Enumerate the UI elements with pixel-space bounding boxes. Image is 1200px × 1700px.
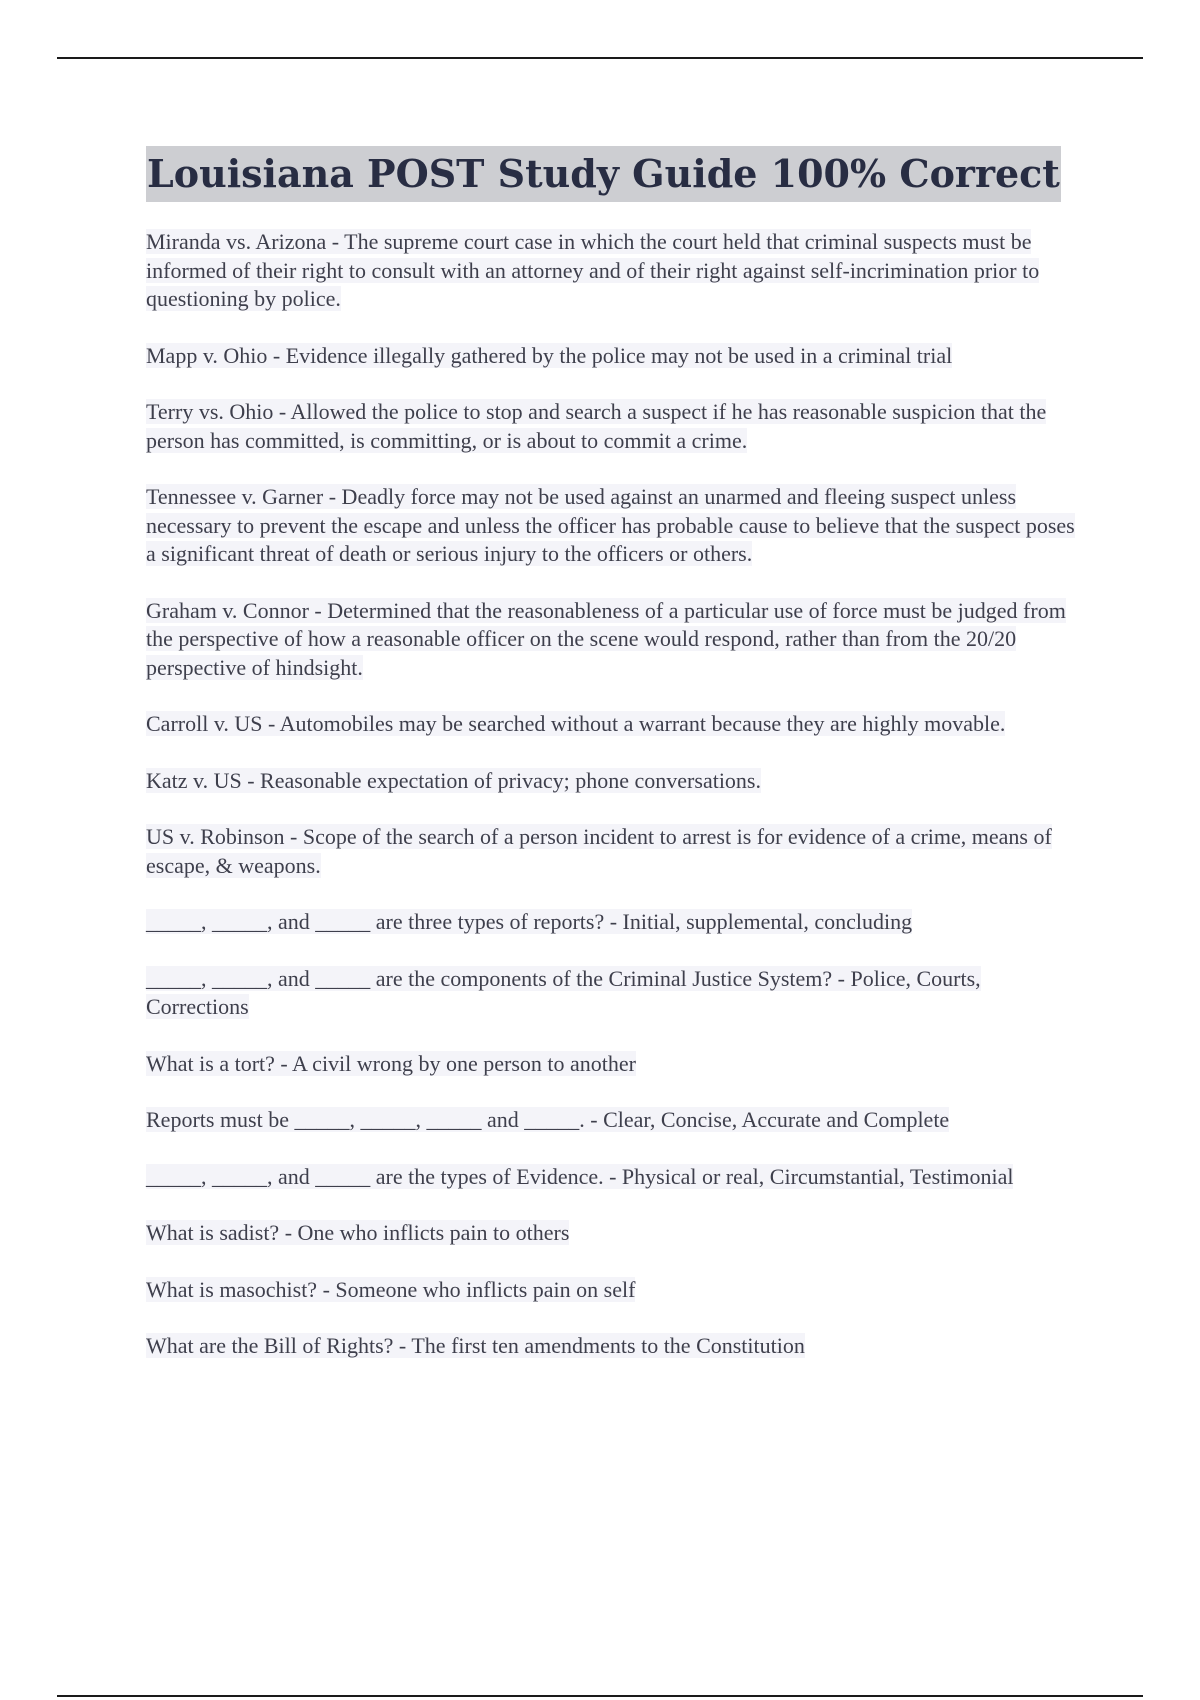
study-entry-bill-of-rights: What are the Bill of Rights? - The first ten amendments to the Constitution: [146, 1333, 805, 1358]
study-entry-robinson: US v. Robinson - Scope of the search of a person incident to arrest is for evidence of a crime, means of escape, & weapons.: [146, 824, 1052, 878]
study-entry-miranda: Miranda vs. Arizona - The supreme court case in which the court held that criminal suspects must be informed of their right to consult with an attorney and of their right against self-incrimination prior to questioning by police.: [146, 229, 1040, 311]
study-entry-katz: Katz v. US - Reasonable expectation of privacy; phone conversations.: [146, 767, 761, 793]
entry-list: [146, 228, 1086, 1361]
study-entry-sadist: What is sadist? - One who inflicts pain to others: [146, 1220, 570, 1245]
document-title: Louisiana POST Study Guide 100% Correct: [146, 146, 1061, 202]
study-entry-carroll: Carroll v. US - Automobiles may be searched without a warrant because they are highly movable.: [146, 711, 1006, 736]
study-entry-garner: Tennessee v. Garner - Deadly force may not be used against an unarmed and fleeing suspect unless necessary to prevent the escape and unless the officer has probable cause to believe that the suspect poses a significant threat of death or serious injury to the officers or others.: [146, 484, 1075, 566]
study-entry-cjs-components: _____, _____, and _____ are the components of the Criminal Justice System? - Police, Courts, Corrections: [146, 965, 981, 1019]
header-rule: [57, 57, 1143, 59]
study-entry-report-qualities: Reports must be _____, _____, _____ and _____. - Clear, Concise, Accurate and Complete: [146, 1107, 950, 1132]
study-entry-graham: Graham v. Connor - Determined that the reasonableness of a particular use of force must be judged from the perspective of how a reasonable officer on the scene would respond, rather than from the 20/20 perspective of hindsight.: [146, 597, 1066, 680]
study-entry-mapp: Mapp v. Ohio - Evidence illegally gathered by the police may not be used in a criminal trial: [146, 342, 953, 368]
study-entry-evidence-types: _____, _____, and _____ are the types of Evidence. - Physical or real, Circumstantial, Testimonial: [146, 1163, 1014, 1189]
footer-rule: [57, 1695, 1143, 1697]
study-entry-tort: What is a tort? - A civil wrong by one person to another: [146, 1050, 636, 1076]
study-entry-masochist: What is masochist? - Someone who inflicts pain on self: [146, 1276, 636, 1302]
study-entry-terry: Terry vs. Ohio - Allowed the police to stop and search a suspect if he has reasonable suspicion that the person has committed, is committing, or is about to commit a crime.: [146, 399, 1047, 453]
study-entry-report-types: _____, _____, and _____ are three types of reports? - Initial, supplemental, concluding: [146, 909, 913, 934]
document-body: [146, 146, 1086, 1389]
